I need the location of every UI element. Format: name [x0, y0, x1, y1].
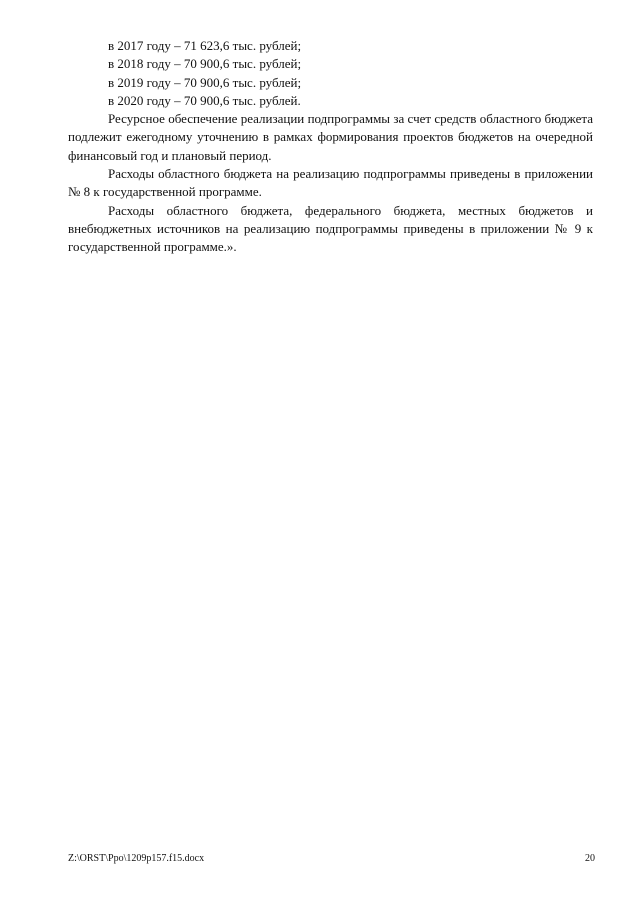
- paragraph-resource-provision: Ресурсное обеспечение реализации подпрограммы за счет средств областного бюджета подлежит ежегодному уточнению в рамках формирования проектов бюджетов на очередной финансовый год и плановый период.: [68, 111, 593, 163]
- document-body: [68, 37, 593, 257]
- paragraph-funding-2019: в 2019 году – 70 900,6 тыс. рублей;: [108, 74, 302, 90]
- paragraph-funding-2018: в 2018 году – 70 900,6 тыс. рублей;: [108, 56, 302, 72]
- footer-file-path: Z:\ORST\Ppo\1209p157.f15.docx: [68, 853, 205, 864]
- paragraph-all-budget-expenses: Расходы областного бюджета, федерального бюджета, местных бюджетов и внебюджетных источников на реализацию подпрограммы приведены в приложении № 9 к государственной программе.».: [68, 202, 593, 255]
- footer-page-number: 20: [585, 853, 595, 864]
- paragraph-funding-2020: в 2020 году – 70 900,6 тыс. рублей.: [108, 92, 301, 108]
- paragraph-funding-2017: в 2017 году – 71 623,6 тыс. рублей;: [108, 38, 302, 53]
- paragraph-regional-budget-expenses: Расходы областного бюджета на реализацию подпрограммы приведены в приложении № 8 к государственной программе.: [68, 166, 593, 200]
